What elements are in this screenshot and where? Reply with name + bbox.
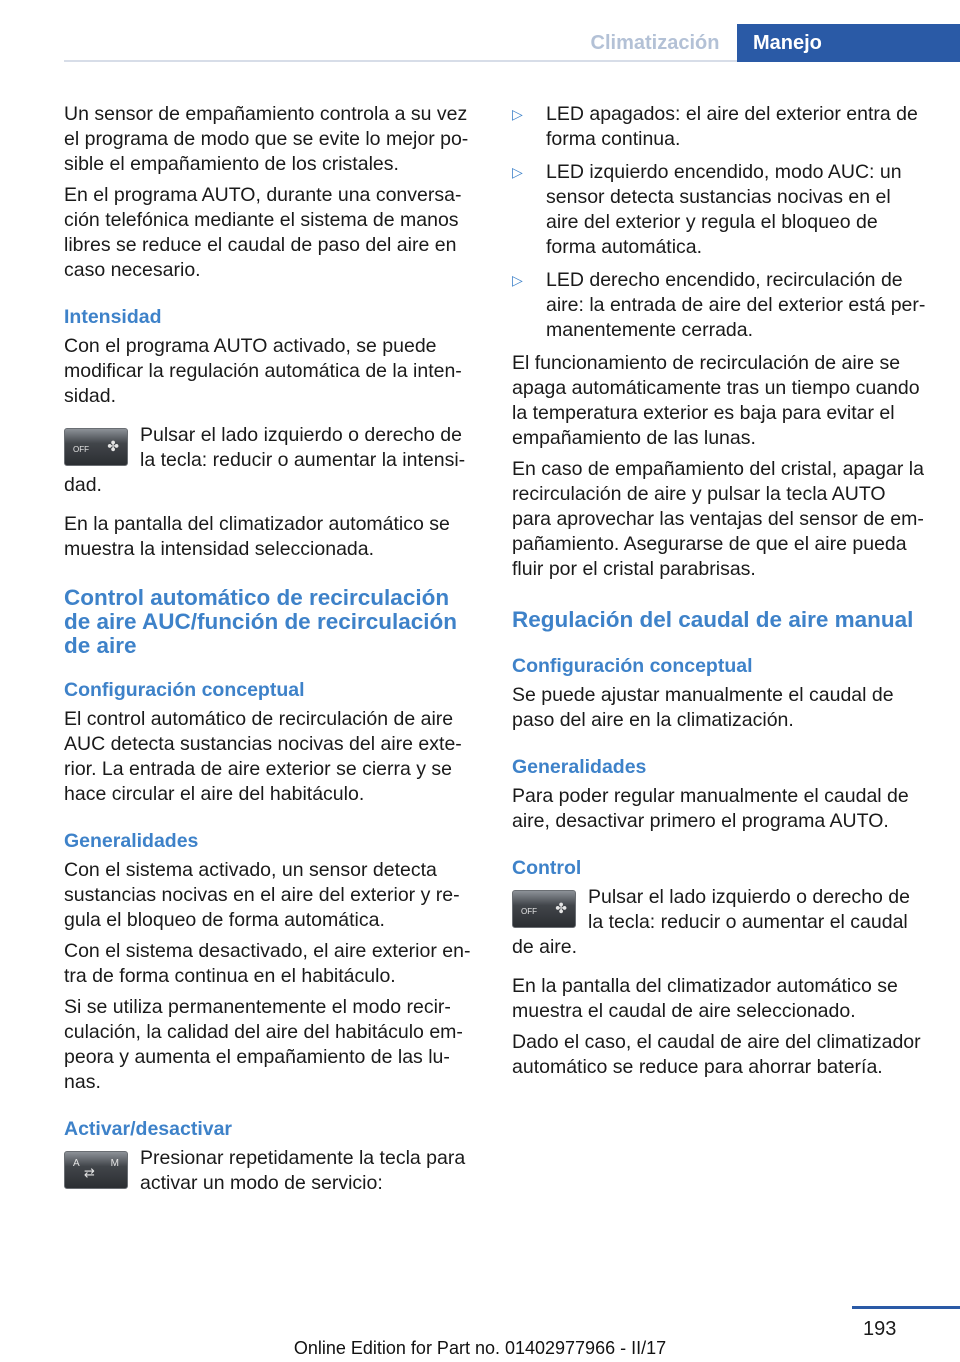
- paragraph: Con el programa AUTO activado, se puede modificar la regulación automática de la inten‐ sidad.: [64, 335, 462, 407]
- list-item-text: LED izquierdo encendido, modo AUC: un sensor detecta sustancias nocivas en el aire del exterior y regula el bloqueo de forma automática.: [546, 161, 902, 258]
- icon-paragraph: [64, 423, 476, 498]
- key-a-label: A: [73, 1158, 80, 1169]
- page-number-rule: [852, 1306, 960, 1309]
- heading-control: Control: [512, 857, 582, 879]
- paragraph: Con el sistema activado, un sensor detecta sustancias nocivas en el aire del exterior y re‐ gula el bloqueo de forma automática.: [64, 859, 460, 931]
- paragraph: Si se utiliza permanentemente el modo recir‐ culación, la calidad del aire del habitáculo em‐ peora y aumenta el empañamiento de las lu‐ nas.: [64, 996, 463, 1093]
- off-label: OFF: [521, 907, 537, 916]
- heading-intensidad: Intensidad: [64, 306, 162, 328]
- paragraph: Para poder regular manualmente el caudal de aire, desactivar primero el programa AUTO.: [512, 785, 909, 832]
- paragraph: El funcionamiento de recirculación de aire se apaga automáticamente tras un tiempo cuando la temperatura exterior es baja para evitar el empañamiento de las lunas.: [512, 352, 920, 449]
- auc-key-icon: [64, 1151, 128, 1189]
- paragraph: En caso de empañamiento del cristal, apagar la recirculación de aire y pulsar la tecla AUTO para aprovechar las ventajas del sensor de em‐ pañamiento. Asegurarse de que el aire pueda fluir por el cristal parabrisas.: [512, 458, 924, 580]
- paragraph: Dado el caso, el caudal de aire del climatizador automático se reduce para ahorrar batería.: [512, 1031, 921, 1078]
- paragraph: Con el sistema desactivado, el aire exterior en‐ tra de forma continua en el habitáculo.: [64, 940, 471, 987]
- fan-icon: ✤: [107, 438, 119, 454]
- heading-activar: Activar/desactivar: [64, 1118, 233, 1140]
- icon-paragraph-text: Pulsar el lado izquierdo o derecho de la tecla: reducir o aumentar el caudal de aire.: [512, 886, 910, 958]
- triangle-bullet-icon: ▷: [512, 164, 523, 180]
- heading-regulacion-caudal: Regulación del caudal de aire manual: [512, 607, 914, 632]
- fan-key-icon: [64, 428, 128, 466]
- car-icon: ⇄: [84, 1165, 95, 1180]
- icon-paragraph: [512, 885, 928, 960]
- fan-icon: ✤: [555, 900, 567, 916]
- key-m-label: M: [110, 1158, 119, 1169]
- list-item-text: LED apagados: el aire del exterior entra de forma continua.: [546, 103, 918, 150]
- header-section-tab[interactable]: Climatización: [590, 32, 720, 54]
- footer-edition: Online Edition for Part no. 01402977966 - II/17: [293, 1338, 667, 1358]
- triangle-bullet-icon: ▷: [512, 106, 523, 122]
- heading-generalidades: Generalidades: [512, 756, 647, 778]
- triangle-bullet-icon: ▷: [512, 272, 523, 288]
- off-label: OFF: [73, 445, 89, 454]
- header-chapter-tab[interactable]: Manejo: [737, 24, 960, 62]
- list-item: [512, 102, 928, 152]
- icon-paragraph: [64, 1146, 476, 1196]
- bullet-list: [512, 102, 928, 343]
- list-item: [512, 268, 928, 343]
- paragraph: Un sensor de empañamiento controla a su vez el programa de modo que se evite lo mejor po‐ sible el empañamiento de los cristales.: [64, 103, 469, 175]
- right-column: [512, 102, 928, 1086]
- list-item-text: LED derecho encendido, recirculación de aire: la entrada de aire del exterior está per‐ manentemente cerrada.: [546, 269, 926, 341]
- left-column: [64, 102, 476, 1202]
- paragraph: En el programa AUTO, durante una conversa‐ ción telefónica mediante el sistema de manos libres se reduce el caudal de paso del aire en caso necesario.: [64, 184, 462, 281]
- fan-key-icon: [512, 890, 576, 928]
- paragraph: En la pantalla del climatizador automático se muestra el caudal de aire seleccionado.: [512, 975, 898, 1022]
- icon-paragraph-text: Pulsar el lado izquierdo o derecho de la tecla: reducir o aumentar la intensi‐ dad.: [64, 424, 466, 496]
- paragraph: En la pantalla del climatizador automático se muestra la intensidad seleccionada.: [64, 513, 450, 560]
- icon-paragraph-text: Presionar repetidamente la tecla para activar un modo de servicio:: [140, 1147, 466, 1194]
- heading-configuracion: Configuración conceptual: [64, 679, 305, 701]
- heading-generalidades: Generalidades: [64, 830, 199, 852]
- paragraph: El control automático de recirculación de aire AUC detecta sustancias nocivas del aire exte‐ rior. La entrada de aire exterior se cierra y se hace circular el aire del habitáculo.: [64, 708, 462, 805]
- paragraph: Se puede ajustar manualmente el caudal de paso del aire en la climatización.: [512, 684, 894, 731]
- heading-configuracion: Configuración conceptual: [512, 655, 753, 677]
- list-item: [512, 160, 928, 260]
- heading-control-recirculacion: Control automático de recirculación de aire AUC/función de recirculación de aire: [64, 585, 458, 658]
- page-number: 193: [863, 1318, 897, 1340]
